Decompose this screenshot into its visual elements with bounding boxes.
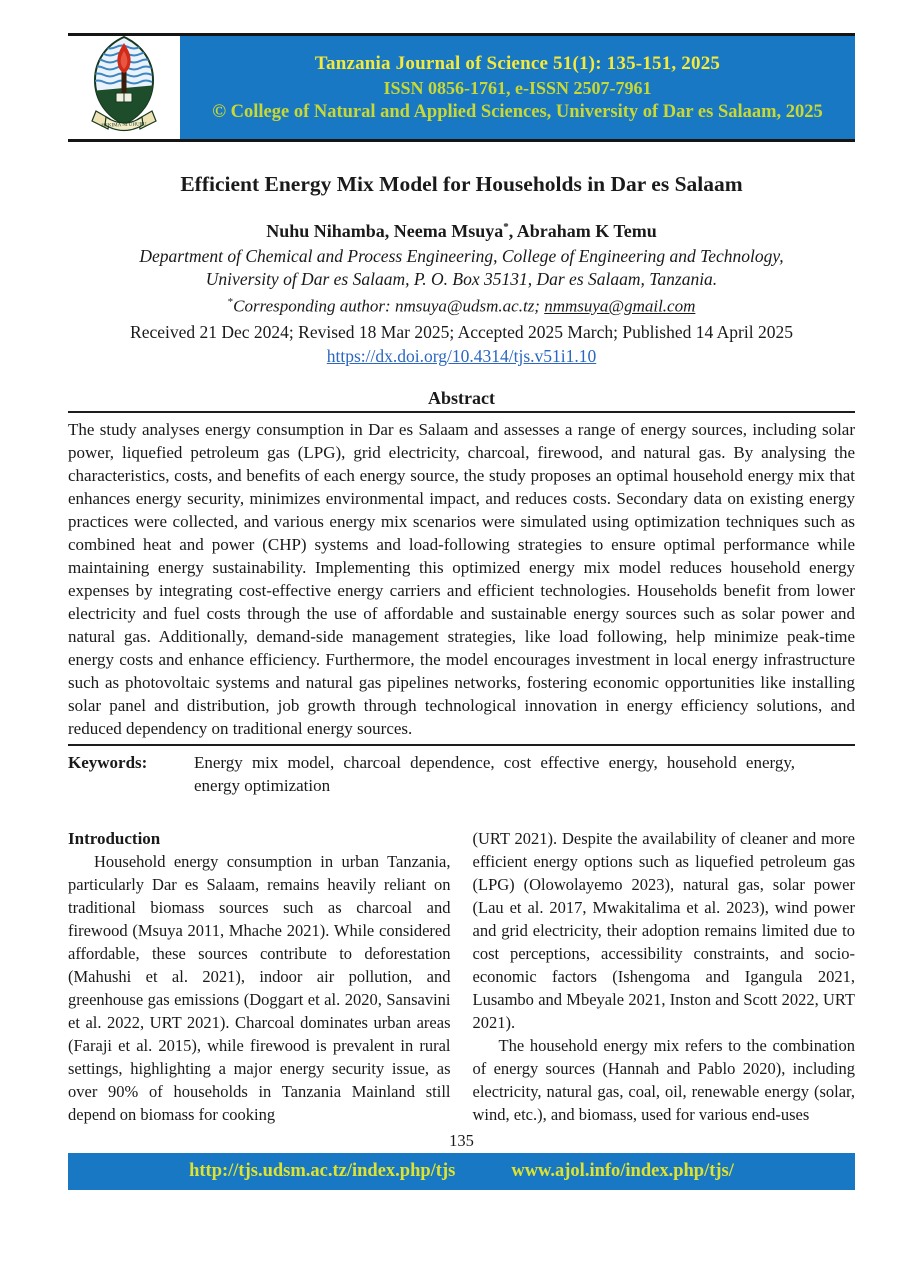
udsm-logo-motto: HEKIMA NI UHURU	[101, 122, 147, 129]
introduction-paragraph-1: Household energy consumption in urban Tanzania, particularly Dar es Salaam, remains heavily reliant on traditional biomass sources such as charcoal and firewood (Msuya 2011, Mhache 2021). While considered affordable, these sources contribute to deforestation (Mahushi et al. 2021), indoor air pollution, and greenhouse gas emissions (Doggart et al. 2020, Sansavini et al. 2022, URT 2021). Charcoal dominates urban areas (Faraji et al. 2015), while firewood is prevalent in rural settings, highlighting a major energy security issue, as over 90% of households in Tanzania Mainland still depend on biomass for cooking	[68, 851, 451, 1124]
abstract-top-rule	[68, 411, 855, 413]
udsm-emblem-icon	[86, 35, 162, 140]
introduction-paragraph-2: The household energy mix refers to the combination of energy sources (Hannah and Pablo 2020), including electricity, natural gas, coal, oil, renewable energy (solar, wind, etc.), and biomass, used for various end-uses	[472, 1035, 855, 1124]
journal-title-line: Tanzania Journal of Science 51(1): 135-151, 2025	[314, 52, 721, 74]
corresponding-label: Corresponding author:	[233, 296, 391, 316]
footer-journal-url[interactable]: http://tjs.udsm.ac.tz/index.php/tjs	[189, 1160, 456, 1181]
corresponding-author-line	[68, 291, 855, 318]
keywords-row	[68, 751, 855, 797]
introduction-heading: Introduction	[68, 828, 161, 848]
doi-row	[68, 344, 855, 368]
two-column-body	[68, 827, 855, 1126]
corresponding-email-2[interactable]: nmmsuya@gmail.com	[544, 296, 696, 316]
article-title: Efficient Energy Mix Model for Households in Dar es Salaam	[180, 172, 743, 196]
received-revised-line: Received 21 Dec 2024; Revised 18 Mar 2025; Accepted 2025 March; Published 14 April 2025	[130, 321, 793, 342]
right-column	[473, 827, 856, 1126]
page-number: 135	[449, 1130, 474, 1150]
page-content	[0, 33, 903, 1190]
journal-copyright-line: © College of Natural and Applied Sciences, University of Dar es Salaam, 2025	[212, 101, 823, 122]
corresponding-star: *	[227, 296, 234, 308]
authors-text-post: , Abraham K Temu	[508, 221, 657, 241]
footer-band	[68, 1153, 855, 1190]
corresponding-author-asterisk: *	[503, 221, 509, 233]
corresponding-email-1[interactable]: nmsuya@udsm.ac.tz;	[394, 296, 540, 316]
doi-link[interactable]: https://dx.doi.org/10.4314/tjs.v51i1.10	[326, 345, 597, 366]
journal-header-band	[68, 33, 855, 142]
left-column	[68, 827, 451, 1126]
journal-issn-line: ISSN 0856-1761, e-ISSN 2507-7961	[383, 77, 652, 98]
authors-line	[68, 221, 855, 242]
introduction-paragraph-1-continued: (URT 2021). Despite the availability of cleaner and more efficient energy options such as liquefied petroleum gas (LPG) (Olowolayemo 2023), natural gas, solar power (Lau et al. 2017, Mwakitalima et al. 2023), wind power and grid electricity, their adoption remains limited due to cost perceptions, accessibility constraints, and socio-economic factors (Ishengoma and Igangula 2021, Lusambo and Mbeyale 2021, Inston and Scott 2022, URT 2021).	[472, 828, 855, 1032]
abstract-heading: Abstract	[428, 387, 495, 408]
udsm-logo-cell	[68, 36, 180, 139]
keywords-text: Energy mix model, charcoal dependence, cost effective energy, household energy, energy optimization	[194, 752, 795, 795]
affiliation-line-2: University of Dar es Salaam, P. O. Box 35131, Dar es Salaam, Tanzania.	[205, 269, 718, 289]
affiliation-line-1: Department of Chemical and Process Engineering, College of Engineering and Technology,	[139, 246, 784, 266]
journal-banner	[180, 36, 855, 139]
authors-text-pre: Nuhu Nihamba, Neema Msuya	[266, 221, 504, 241]
abstract-bottom-rule	[68, 744, 855, 746]
footer-ajol-url[interactable]: www.ajol.info/index.php/tjs/	[511, 1160, 734, 1181]
keywords-label: Keywords:	[68, 752, 148, 772]
abstract-text: The study analyses energy consumption in Dar es Salaam and assesses a range of energy sources, including solar power, liquefied petroleum gas (LPG), grid electricity, charcoal, firewood, and natural gas. By analysing the characteristics, costs, and benefits of each energy source, the study proposes an optimal household energy mix that enhances energy security, minimizes environmental impact, and reduces costs. Secondary data on existing energy practices were collected, and various energy mix scenarios were simulated using optimization techniques such as combined heat and power (CHP) systems and load-following strategies to ensure optimal performance while maintaining energy sustainability. Implementing this optimized energy mix model reduces household energy expenses by integrating cost-effective energy carriers and efficient technologies. Households benefit from lower electricity and fuel costs through the use of affordable and sustainable energy sources such as solar power and natural gas. Additionally, demand-side management strategies, like load following, help minimize peak-time energy costs and enhance efficiency. Furthermore, the model encourages investment in local energy infrastructure such as photovoltaic systems and natural gas pipelines networks, fostering economic opportunities like installing solar panel and distribution, job growth through technological innovation in energy efficiency solutions, and reduced dependency on traditional energy sources.	[68, 419, 855, 738]
